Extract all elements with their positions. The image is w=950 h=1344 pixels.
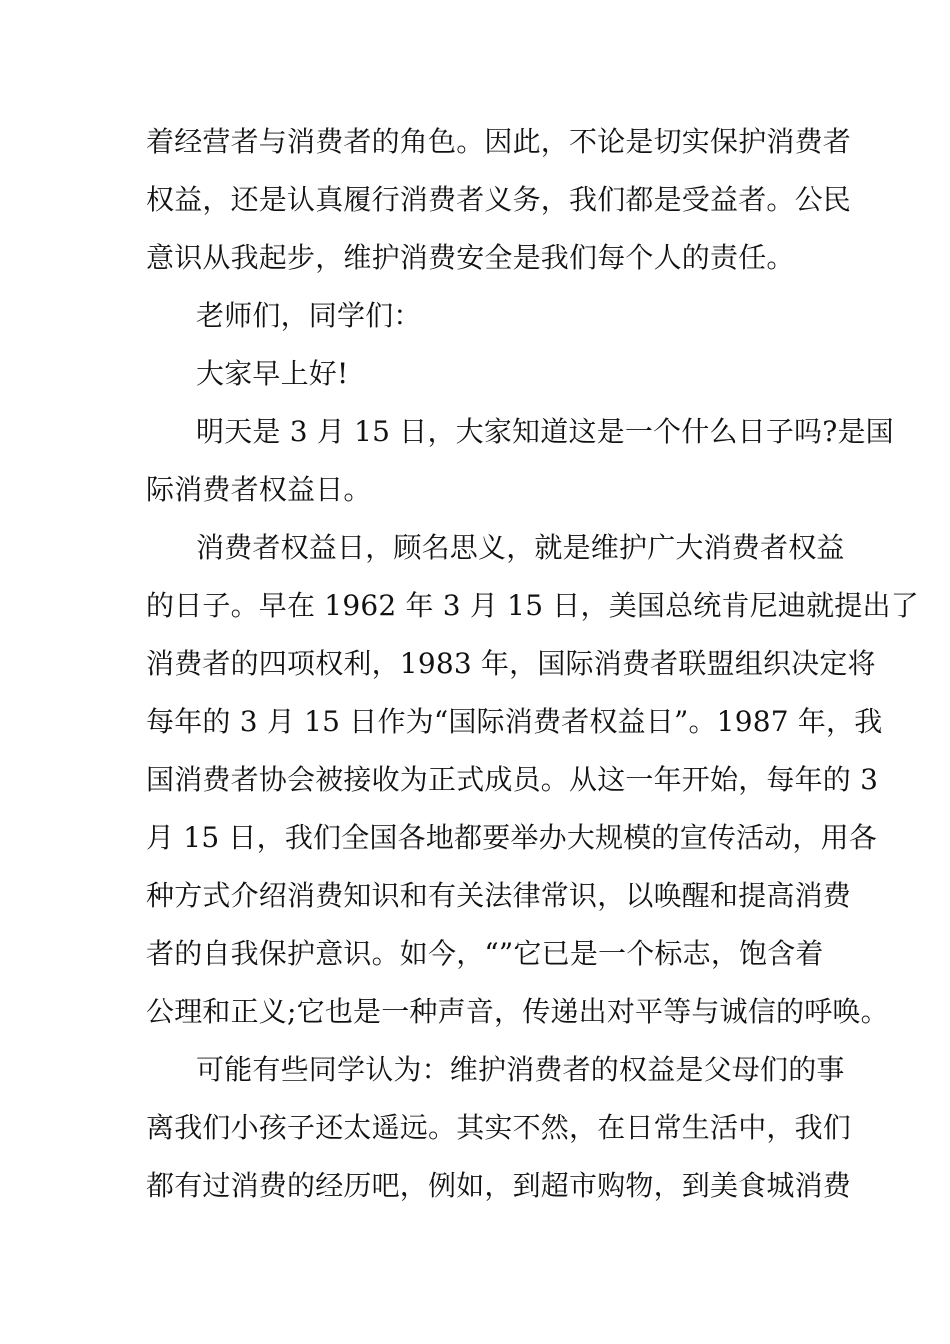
text-line: 都有过消费的经历吧，例如，到超市购物，到美食城消费: [146, 1169, 852, 1202]
text-line: 权益，还是认真履行消费者义务，我们都是受益者。公民: [146, 183, 852, 216]
text-line: 着经营者与消费者的角色。因此，不论是切实保护消费者: [146, 125, 852, 158]
text-line: 月 15 日，我们全国各地都要举办大规模的宣传活动，用各: [146, 821, 878, 854]
text-line: 可能有些同学认为：维护消费者的权益是父母们的事: [196, 1053, 845, 1086]
text-line: 消费者权益日，顾名思义，就是维护广大消费者权益: [196, 531, 845, 564]
text-line: 离我们小孩子还太遥远。其实不然，在日常生活中，我们: [146, 1111, 852, 1144]
text-line: 意识从我起步，维护消费安全是我们每个人的责任。: [146, 241, 795, 274]
text-line: 种方式介绍消费知识和有关法律常识，以唤醒和提高消费: [146, 879, 852, 912]
text-line: 际消费者权益日。: [146, 473, 372, 506]
text-line: 者的自我保护意识。如今，“”它已是一个标志，饱含着: [146, 937, 824, 970]
text-line: 大家早上好!: [196, 357, 349, 390]
text-line: 老师们，同学们：: [196, 299, 422, 332]
text-line: 国消费者协会被接收为正式成员。从这一年开始，每年的 3: [146, 763, 879, 796]
text-line: 消费者的四项权利，1983 年，国际消费者联盟组织决定将: [146, 647, 876, 680]
text-line: 公理和正义;它也是一种声音，传递出对平等与诚信的呼唤。: [146, 995, 889, 1028]
text-line: 明天是 3 月 15 日，大家知道这是一个什么日子吗?是国: [196, 415, 894, 448]
text-line: 的日子。早在 1962 年 3 月 15 日，美国总统肯尼迪就提出了: [146, 589, 919, 622]
text-line: 每年的 3 月 15 日作为“国际消费者权益日”。1987 年，我: [146, 705, 883, 738]
